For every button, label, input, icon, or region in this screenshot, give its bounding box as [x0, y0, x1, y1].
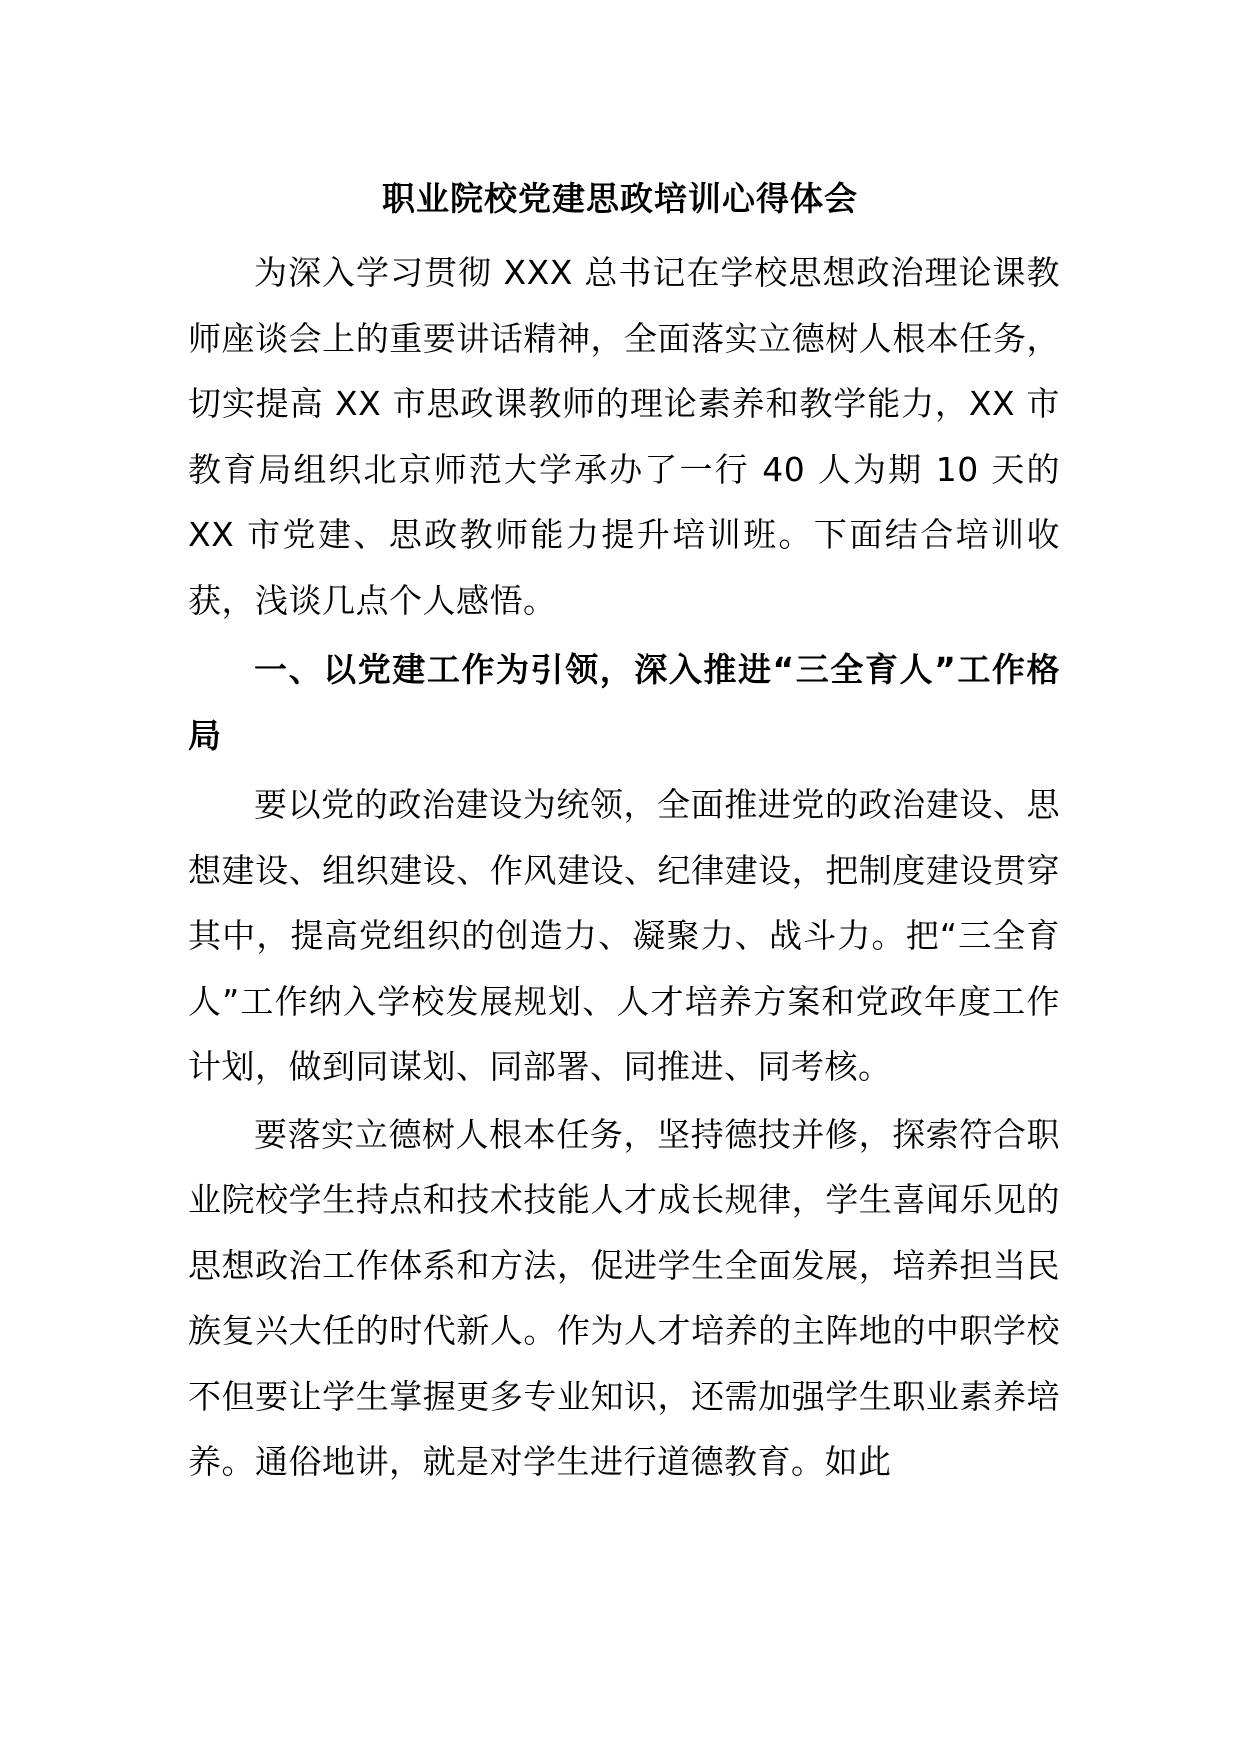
- section-heading-1: 一、以党建工作为引领，深入推进“三全育人”工作格局: [188, 650, 1060, 755]
- paragraph-party-building: 要以党的政治建设为统领，全面推进党的政治建设、思想建设、组织建设、作风建设、纪律建设，把制度建设贯穿其中，提高党组织的创造力、凝聚力、战斗力。把“三全育人”工作纳入学校发展规划、人才培养方案和党政年度工作计划，做到同谋划、同部署、同推进、同考核。: [188, 785, 1060, 1086]
- document-title: 职业院校党建思政培训心得体会: [382, 179, 858, 218]
- document-body: [188, 240, 1060, 1495]
- paragraph-intro: 为深入学习贯彻 XXX 总书记在学校思想政治理论课教师座谈会上的重要讲话精神，全面落实立德树人根本任务，切实提高 XX 市思政课教师的理论素养和教学能力，XX 市教育局组织北京师范大学承办了一行 40 人为期 10 天的 XX 市党建、思政教师能力提升培训班。下面结合培训收获，浅谈几点个人感悟。: [188, 253, 1060, 620]
- paragraph-moral-education: 要落实立德树人根本任务，坚持德技并修，探索符合职业院校学生持点和技术技能人才成长规律，学生喜闻乐见的思想政治工作体系和方法，促进学生全面发展，培养担当民族复兴大任的时代新人。作为人才培养的主阵地的中职学校不但要让学生掌握更多专业知识，还需加强学生职业素养培养。通俗地讲，就是对学生进行道德教育。如此: [188, 1114, 1060, 1481]
